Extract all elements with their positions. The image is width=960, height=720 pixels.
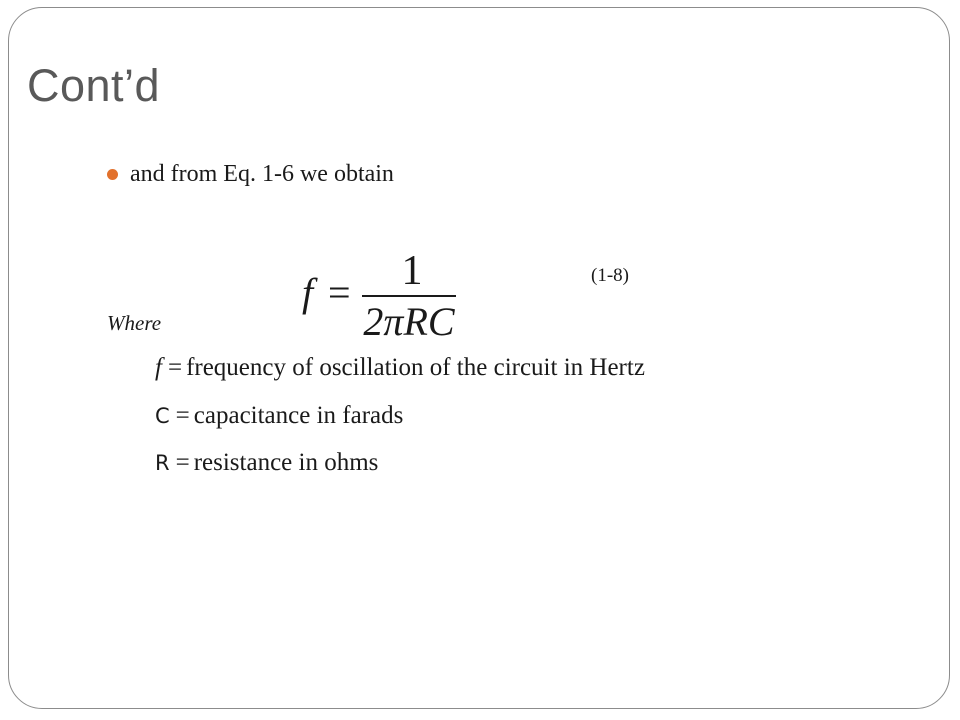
bullet-text: and from Eq. 1-6 we obtain: [130, 161, 394, 187]
slide-title: Cont’d: [27, 60, 161, 111]
definition-equals: =: [167, 354, 183, 381]
definition-symbol: f: [155, 354, 162, 381]
bullet-dot-icon: [107, 169, 118, 180]
definition-text: frequency of oscillation of the circuit in Hertz: [186, 354, 645, 381]
definition-text: resistance in ohms: [193, 449, 379, 476]
definition-text: capacitance in farads: [193, 402, 404, 429]
formula-lhs: f: [302, 270, 314, 315]
bullet-item: [107, 162, 394, 186]
formula: [300, 244, 470, 344]
formula-numerator: 1: [401, 248, 423, 294]
definition-symbol: R: [155, 451, 170, 475]
definition-equals: =: [175, 449, 190, 476]
formula-denominator: 2πRC: [363, 299, 455, 344]
definition-row-c: [155, 403, 403, 428]
definition-row-f: [155, 355, 645, 380]
where-label: Where: [107, 311, 162, 335]
definition-symbol: C: [155, 404, 170, 428]
definition-row-r: [155, 450, 378, 475]
equation-number: (1-8): [591, 265, 629, 286]
formula-equals: =: [328, 270, 351, 315]
definition-equals: =: [175, 402, 190, 429]
